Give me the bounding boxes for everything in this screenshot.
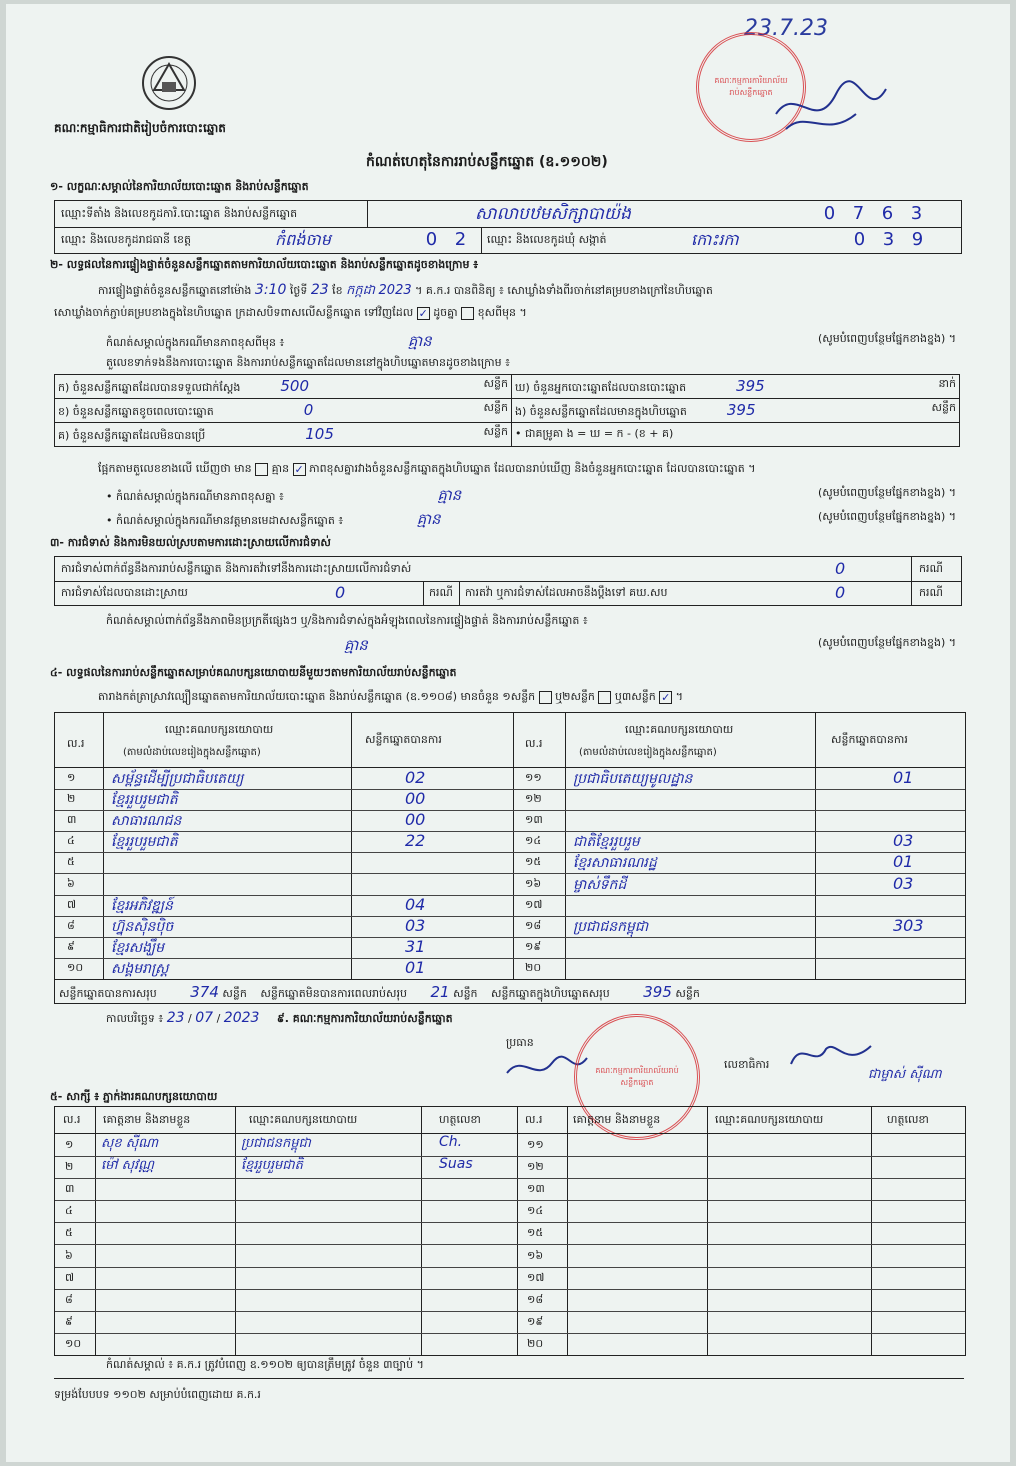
fill-hint: (សូមបំពេញបន្ថែមផ្នែកខាងខ្នង) ។ — [817, 636, 956, 649]
row-number: ១២ — [525, 792, 542, 806]
objection-unit: ករណី — [919, 562, 943, 575]
col-party: ឈ្មោះគណបក្សនយោបាយ — [715, 1113, 824, 1126]
witness-row — [55, 1311, 517, 1334]
row-number: ១០ — [65, 1336, 82, 1350]
party-name: សង្គមរាស្ត្រ — [111, 960, 169, 977]
witness-row — [55, 1134, 517, 1157]
stamp-text: គណៈកម្មការការិយាល័យរាប់សន្លឹកឆ្នោត — [714, 76, 788, 97]
code-digit: 2 — [454, 229, 467, 250]
witness-row — [517, 1134, 965, 1157]
result-row — [55, 810, 513, 832]
witness-row — [55, 1178, 517, 1201]
total-valid-value: 374 — [190, 983, 219, 1001]
section1-table — [54, 200, 962, 254]
result-row — [55, 874, 513, 896]
page-title: កំណត់ហេតុនៃការរាប់សន្លឹកឆ្នោត (ឧ.១១០២) — [366, 154, 608, 170]
result-row — [55, 895, 513, 917]
witness-row — [55, 1267, 517, 1290]
secretary-signature — [786, 1034, 876, 1074]
figure-label: គ) ចំនួនសន្លឹកឆ្នោតដែលមិនបានប្រើ — [58, 428, 206, 442]
figure-unit: សន្លឹក — [483, 376, 508, 390]
party-name: ប្រជាជនកម្ពុជា — [573, 918, 649, 935]
figure-label: ខ) ចំនួនសន្លឹកឆ្នោតខូចពេលបោះឆ្នោត — [58, 404, 214, 418]
appeal-value: 0 — [835, 583, 846, 602]
check-day: 23 — [310, 282, 329, 298]
party-name: ហ្វ៊ុនស៊ិនប៉ិច — [111, 918, 174, 935]
witness-row — [55, 1333, 517, 1355]
result-row — [513, 937, 965, 959]
figure-value: 500 — [280, 376, 309, 395]
result-row — [55, 789, 513, 811]
diff-note-value: គ្មាន — [407, 332, 432, 350]
total-box-value: 395 — [643, 983, 672, 1001]
col-no: ល.រ — [525, 1113, 543, 1126]
section2-heading: ២- លទ្ធផលនៃការផ្ទៀងផ្ទាត់ចំនួនសន្លឹកឆ្នោតតាមការិយាល័យបោះឆ្នោត និងរាប់សន្លឹកឆ្នោតដូចខាងក្រោម ៖ — [50, 258, 479, 271]
row-number: ១១ — [527, 1138, 544, 1151]
row-number: ១៧ — [525, 897, 543, 911]
discrepancy-tail: ភាពខុសគ្នារវាងចំនួនសន្លឹកឆ្នោតក្នុងហិបឆ្នោត ដែលបានរាប់ឃើញ និងចំនួនអ្នកបោះឆ្នោត ដែលបានបោះឆ្នោត ។ — [309, 462, 756, 475]
witness-row — [55, 1200, 517, 1223]
witness-row — [517, 1245, 965, 1268]
row-number: ១៣ — [525, 813, 543, 827]
col-party: ឈ្មោះគណបក្សនយោបាយ — [625, 723, 734, 736]
row-number: ១០ — [67, 960, 84, 974]
objection-label: ការជំទាស់ពាក់ព័ន្ធនឹងការរាប់សន្លឹកឆ្នោត និងការតវ៉ាទៅនឹងការដោះស្រាយលើការជំទាស់ — [61, 562, 412, 575]
code-digit: 3 — [882, 229, 895, 250]
location-value: សាលាបឋមសិក្សាបាយ៉ង — [475, 204, 631, 224]
fill-hint: (សូមបំពេញបន្ថែមផ្នែកខាងខ្នង) ។ — [817, 486, 956, 499]
diff-note-line — [106, 332, 956, 354]
row-number: ៣ — [65, 1182, 75, 1196]
secretary-name: ជាម្ចាស់ ស៊ីណា — [868, 1067, 942, 1082]
no-diff-checkbox[interactable]: ✓ — [294, 462, 304, 476]
party-name: សាធារណជន — [111, 813, 182, 830]
party-votes: 04 — [405, 894, 426, 914]
witness-row — [517, 1222, 965, 1245]
total-invalid-value: 21 — [430, 983, 450, 1001]
result-row — [513, 831, 965, 853]
col-no: ល.រ — [525, 737, 543, 750]
row-number: ១៣ — [527, 1182, 545, 1196]
signature-top — [766, 74, 896, 144]
province-code — [417, 229, 475, 250]
bullet2-label: • កំណត់សម្គាល់ក្នុងករណីមានវត្តមានមេដាសសន្លឹកឆ្នោត ៖ — [106, 514, 344, 527]
seal-text: សោឃ្លាំងចាក់ភ្ជាប់គម្របខាងក្នុងនៃហិបឆ្នោត ក្រដាសបិទពាសលើសន្លឹកឆ្នោត ទៅវិញដែល — [54, 306, 414, 319]
fill-hint: (សូមបំពេញបន្ថែមផ្នែកខាងខ្នង) ។ — [817, 510, 956, 523]
two-sheet-checkbox[interactable] — [598, 691, 611, 704]
results-table — [54, 712, 966, 1004]
col-party-sub: (តាមលំដាប់លេខរៀងក្នុងសន្លឹកឆ្នោត) — [579, 747, 717, 758]
irregularity-line — [54, 636, 956, 658]
row-number: ៧ — [67, 897, 77, 911]
province-value: កំពង់ចាម — [275, 230, 331, 249]
figure-unit: សន្លឹក — [483, 400, 508, 414]
witness-name: សុខ ស៊ីណា — [101, 1136, 159, 1151]
discrepancy-line — [98, 462, 755, 478]
date-year: 2023 — [223, 1010, 260, 1026]
row-number: ៧ — [65, 1270, 75, 1284]
date-month: 07 — [195, 1010, 214, 1026]
witness-name: ម៉ៅ សុវណ្ណ — [101, 1158, 155, 1174]
witness-row — [55, 1222, 517, 1245]
row-number: ១៦ — [525, 876, 542, 890]
witness-row — [517, 1311, 965, 1334]
witness-row — [55, 1289, 517, 1312]
handwritten-date: 23.7.23 — [744, 16, 828, 41]
one-sheet-checkbox[interactable] — [539, 691, 552, 704]
fill-hint: (សូមបំពេញបន្ថែមផ្នែកខាងខ្នង) ។ — [817, 332, 956, 345]
row-number: ១៥ — [527, 1226, 544, 1240]
none-label: គ្មាន — [271, 462, 290, 475]
witness-party: ខ្មែររួបរួមជាតិ — [241, 1158, 303, 1174]
diff-checkbox[interactable] — [461, 307, 474, 320]
province-label: ឈ្មោះ និងលេខកូដរាជធានី ខេត្ត — [61, 233, 191, 246]
tally-sheet-line: តារាងកត់ត្រាស្រាវល្បឿនឆ្នោតតាមការិយាល័យបោះឆ្នោត និងរាប់សន្លឹកឆ្នោត (ឧ.១១០៨) មានចំនួន ១សន្លឹក ឬ២សន្លឹក ឬ៣សន្លឹក ✓ ។ — [98, 690, 683, 704]
witness-table — [54, 1106, 966, 1356]
check-year: 2023 — [378, 283, 412, 298]
col-name: គោត្តនាម និងនាមខ្លួន — [573, 1113, 661, 1126]
date-line: កាលបរិច្ឆេទ ៖ 23 / 07 / 2023 ៩. គណៈកម្មការការិយាល័យរាប់សន្លឹកឆ្នោត — [106, 1010, 453, 1026]
code-digit: 7 — [852, 203, 865, 224]
row-number: ៤ — [65, 1204, 73, 1218]
party-votes: 31 — [405, 936, 426, 956]
party-name: ខ្មែរសង្ឃឹម — [111, 939, 165, 956]
figures-row — [55, 399, 960, 423]
form-sheet — [6, 4, 1010, 1462]
col-votes: សន្លឹកឆ្នោតបានការ — [831, 733, 908, 746]
row-number: ៤ — [67, 834, 75, 848]
irregularity-value: គ្មាន — [344, 636, 368, 654]
figures-intro: តួលេខទាក់ទងនឹងការបោះឆ្នោត និងការរាប់សន្លឹកឆ្នោតដែលមាននៅក្នុងហិបឆ្នោតមានដូចខាងក្រោម ៖ — [106, 356, 510, 369]
col-no: ល.រ — [63, 1113, 81, 1126]
col-signature: ហត្ថលេខា — [439, 1113, 481, 1126]
appeal-label: ការតវ៉ា ឬការជំទាស់ដែលអាចនឹងប្ដឹងទៅ គឃ.សប — [465, 586, 668, 599]
row-number: ៨ — [67, 918, 75, 932]
row-number: ៨ — [65, 1292, 73, 1306]
col-party-sub: (តាមលំដាប់លេខរៀងក្នុងសន្លឹកឆ្នោត) — [123, 747, 261, 758]
row-number: ៥ — [65, 1226, 73, 1240]
same-label: ដូចគ្នា — [433, 306, 458, 319]
result-row — [513, 789, 965, 811]
code-digit: 0 — [853, 229, 866, 250]
party-votes: 01 — [405, 957, 426, 977]
witness-signature: Ch. — [439, 1134, 463, 1150]
row-number: ១៩ — [527, 1314, 544, 1328]
party-name: សម្ព័ន្ធដើម្បីប្រជាធិបតេយ្យ — [111, 771, 244, 787]
witness-row — [517, 1156, 965, 1179]
form-code: ទម្រង់បែបបទ ១១០២ សម្រាប់បំពេញដោយ គ.ក.រ — [54, 1388, 261, 1401]
secretary-label: លេខាធិការ — [724, 1058, 770, 1071]
code-digit: 6 — [881, 203, 894, 224]
bullet1-line — [106, 486, 956, 508]
col-party: ឈ្មោះគណបក្សនយោបាយ — [249, 1113, 358, 1126]
section1-heading: ១- លក្ខណៈសម្គាល់នៃការិយាល័យបោះឆ្នោត និងរាប់សន្លឹកឆ្នោត — [50, 180, 309, 193]
resolved-unit: ករណី — [429, 586, 453, 599]
witness-party: ប្រជាជនកម្ពុជា — [241, 1136, 311, 1151]
party-name: ម្ចាស់ទឹកដី — [573, 876, 627, 893]
bullet2-value: គ្មាន — [416, 510, 441, 528]
col-party: ឈ្មោះគណបក្សនយោបាយ — [165, 723, 274, 736]
unit: សន្លឹក — [222, 987, 247, 1000]
location-code — [815, 203, 931, 224]
check-month: កក្កដា — [346, 283, 376, 298]
totals-row — [59, 983, 959, 1003]
row-number: ៦ — [65, 1248, 73, 1262]
appeal-unit: ករណី — [919, 586, 943, 599]
objection-value: 0 — [835, 559, 846, 578]
section4-heading: ៤- លទ្ធផលនៃការរាប់សន្លឹកឆ្នោតសម្រាប់គណបក្សនយោបាយនីមួយៗតាមការិយាល័យរាប់សន្លឹកឆ្នោត — [50, 666, 457, 679]
resolved-value: 0 — [335, 583, 346, 602]
result-row — [513, 874, 965, 896]
row-number: ១១ — [525, 771, 542, 784]
result-row — [55, 958, 513, 979]
row-number: ២០ — [525, 960, 542, 974]
result-row — [513, 916, 965, 938]
party-votes: 02 — [405, 768, 426, 787]
three-sheet-checkbox[interactable]: ✓ — [661, 690, 671, 704]
row-number: ២ — [67, 792, 76, 806]
check-time-line — [98, 282, 713, 301]
bullet1-value: គ្មាន — [437, 486, 462, 504]
col-no: ល.រ — [67, 737, 85, 750]
party-name: ប្រជាធិបតេយ្យមូលដ្ឋាន — [573, 771, 693, 787]
date-label: កាលបរិច្ឆេទ ៖ — [106, 1012, 164, 1025]
commune-label: ឈ្មោះ និងលេខកូដឃុំ សង្កាត់ — [487, 233, 607, 246]
check-time-tail: ។ គ.ក.រ បានពិនិត្យ ៖ សោឃ្លាំងទាំងពីរចាក់នៅគម្របខាងក្រៅនៃហិបឆ្នោត — [415, 284, 713, 297]
diff-note-label: កំណត់សម្គាល់ក្នុងករណីមានភាពខុសពីមុន ៖ — [106, 336, 285, 349]
party-votes: 01 — [893, 852, 914, 872]
row-number: ១៦ — [527, 1248, 544, 1262]
result-row — [55, 852, 513, 874]
objections-table — [54, 556, 962, 606]
row-number: ១ — [65, 1138, 74, 1151]
figure-label: ឃ) ចំនួនអ្នកបោះឆ្នោតដែលបានបោះឆ្នោត — [515, 380, 687, 394]
result-row — [55, 916, 513, 938]
party-name: ខ្មែរអភិវឌ្ឍន៍ — [111, 897, 173, 914]
commune-value: កោះរកា — [691, 230, 739, 249]
code-digit: 0 — [823, 203, 836, 224]
witness-row — [55, 1156, 517, 1179]
has-diff-checkbox[interactable] — [255, 463, 268, 476]
bullet1-label: • កំណត់សម្គាល់ក្នុងករណីមានភាពខុសគ្នា ៖ — [106, 490, 284, 503]
result-row — [55, 831, 513, 853]
row-number: ១៤ — [527, 1204, 544, 1218]
resolved-label: ការជំទាស់ដែលបានដោះស្រាយ — [61, 586, 188, 599]
committee-title: ៩. គណៈកម្មការការិយាល័យរាប់សន្លឹកឆ្នោត — [276, 1012, 453, 1025]
row-number: ៣ — [67, 813, 77, 827]
result-row — [513, 768, 965, 790]
result-row — [513, 958, 965, 979]
section5-heading: ៥- សាក្សី ៖ ភ្នាក់ងារគណបក្សនយោបាយ — [50, 1090, 218, 1103]
figures-row — [55, 375, 960, 399]
result-row — [55, 768, 513, 790]
col-signature: ហត្ថលេខា — [887, 1113, 929, 1126]
witness-row — [517, 1333, 965, 1355]
footer-note: កំណត់សម្គាល់ ៖ គ.ក.រ ត្រូវបំពេញ ឧ.១១០២ ឲ្យបានត្រឹមត្រូវ ចំនួន ៣ច្បាប់ ។ — [106, 1358, 424, 1371]
row-number: ១៩ — [525, 939, 542, 953]
row-number: ១ — [67, 771, 76, 784]
total-valid-label: សន្លឹកឆ្នោតបានការសរុប — [59, 987, 157, 1000]
result-row — [55, 937, 513, 959]
row-number: ៥ — [67, 855, 75, 869]
party-votes: 22 — [405, 831, 426, 851]
col-name: គោត្តនាម និងនាមខ្លួន — [103, 1113, 191, 1126]
code-digit: 0 — [425, 229, 438, 250]
result-row — [513, 895, 965, 917]
date-day: 23 — [166, 1010, 185, 1026]
row-number: ២ — [65, 1160, 74, 1174]
row-number: ១៧ — [527, 1270, 545, 1284]
emblem-icon — [134, 50, 204, 116]
diff-label: ខុសពីមុន — [477, 306, 517, 319]
witness-row — [517, 1178, 965, 1201]
col-votes: សន្លឹកឆ្នោតបានការ — [365, 733, 442, 746]
witness-signature: Suas — [439, 1156, 473, 1173]
figure-value: 105 — [305, 424, 334, 443]
figure-unit: សន្លឹក — [931, 400, 956, 414]
code-digit: 9 — [911, 229, 924, 250]
two-sheet-label: ឬ២សន្លឹក — [555, 690, 595, 703]
figure-unit: នាក់ — [938, 376, 956, 390]
tally-sheet-label: តារាងកត់ត្រាស្រាវល្បឿនឆ្នោតតាមការិយាល័យបោះឆ្នោត និងរាប់សន្លឹកឆ្នោត (ឧ.១១០៨) មានចំនួន ១សន្លឹក — [98, 690, 536, 703]
bullet2-line — [106, 510, 956, 532]
party-name: ខ្មែររួបរួមជាតិ — [111, 792, 178, 809]
witness-row — [55, 1245, 517, 1268]
row-number: ១៨ — [525, 918, 542, 932]
row-number: ១២ — [527, 1160, 544, 1174]
row-number: ១៥ — [525, 855, 542, 869]
result-row — [513, 852, 965, 874]
seal-line: សោឃ្លាំងចាក់ភ្ជាប់គម្របខាងក្នុងនៃហិបឆ្នោត ក្រដាសបិទពាសលើសន្លឹកឆ្នោត ទៅវិញដែល ✓ ដូចគ្នា ខុសពីមុន ។ — [54, 306, 527, 320]
check-time: 3:10 — [254, 282, 287, 298]
figures-row — [55, 423, 960, 447]
party-name: ខ្មែររួបរួមជាតិ — [111, 834, 178, 851]
row-number: ៩ — [67, 939, 75, 953]
party-votes: 03 — [405, 915, 426, 935]
figures-table — [54, 374, 960, 447]
party-votes: 00 — [405, 810, 426, 830]
figure-label: ក) ចំនួនសន្លឹកឆ្នោតដែលបានទទួលជាក់ស្តែង — [58, 380, 241, 394]
party-votes: 303 — [893, 915, 924, 935]
unit: សន្លឹក — [675, 987, 700, 1000]
discrepancy-label: ផ្អែកតាមតួលេខខាងលើ ឃើញថា មាន — [98, 462, 252, 475]
same-checkbox[interactable]: ✓ — [418, 306, 428, 320]
row-number: ១៤ — [525, 834, 542, 848]
section3-heading: ៣- ការជំទាស់ និងការមិនយល់ស្របតាមការដោះស្រាយលើការជំទាស់ — [50, 536, 331, 549]
total-invalid-label: សន្លឹកឆ្នោតមិនបានការពេលរាប់សរុប — [260, 987, 407, 1000]
figure-value: 395 — [736, 376, 765, 395]
location-label: ឈ្មោះទីតាំង និងលេខកូដការិ.បោះឆ្នោត និងរាប់សន្លឹកឆ្នោត — [61, 207, 298, 220]
stamp-text: គណៈកម្មការការិយាល័យរាប់សន្លឹកឆ្នោត — [595, 1066, 679, 1087]
figure-unit: សន្លឹក — [483, 424, 508, 438]
witness-row — [517, 1267, 965, 1290]
party-name: ខ្មែរសាធារណរដ្ឋ — [573, 855, 657, 872]
irregularity-note: កំណត់សម្គាល់ពាក់ព័ន្ធនឹងភាពមិនប្រក្រតីផ្សេងៗ ឬ/និងការជំទាស់ក្នុងអំឡុងពេលនៃការផ្ទៀងផ្ទាត់ និងការរាប់សន្លឹកឆ្នោត ៖ — [106, 614, 588, 627]
witness-row — [517, 1200, 965, 1223]
party-votes: 01 — [893, 768, 914, 787]
day-label: ថ្ងៃទី — [289, 284, 308, 297]
org-name: គណៈកម្មាធិការជាតិរៀបចំការបោះឆ្នោត — [54, 121, 226, 135]
figure-label: ង) ចំនួនសន្លឹកឆ្នោតដែលមានក្នុងហិបឆ្នោត — [515, 404, 687, 418]
chair-label: ប្រធាន — [506, 1036, 534, 1049]
row-number: ២០ — [527, 1336, 544, 1350]
three-sheet-label: ឬ៣សន្លឹក — [614, 690, 656, 703]
row-number: ៦ — [67, 876, 75, 890]
figure-value: 395 — [726, 400, 756, 419]
party-name: ជាតិខ្មែររួបរួម — [573, 834, 640, 851]
commune-code — [845, 229, 932, 250]
code-digit: 3 — [910, 203, 923, 224]
formula: • ជាគម្រូគា ង = ឃ = ក - (ខ + គ) — [515, 426, 674, 440]
month-label: ខែ — [332, 284, 343, 297]
check-time-label: ការផ្ទៀងផ្ទាត់ចំនួនសន្លឹកឆ្នោតនៅម៉ោង — [98, 284, 252, 297]
figure-value: 0 — [303, 400, 314, 419]
row-number: ៩ — [65, 1314, 73, 1328]
result-row — [513, 810, 965, 832]
unit: សន្លឹក — [453, 987, 478, 1000]
party-votes: 03 — [893, 831, 914, 851]
row-number: ១៨ — [527, 1292, 544, 1306]
party-votes: 03 — [893, 873, 914, 893]
party-votes: 00 — [405, 789, 426, 809]
total-box-label: សន្លឹកឆ្នោតក្នុងហិបឆ្នោតសរុប — [491, 987, 610, 1000]
witness-row — [517, 1289, 965, 1312]
